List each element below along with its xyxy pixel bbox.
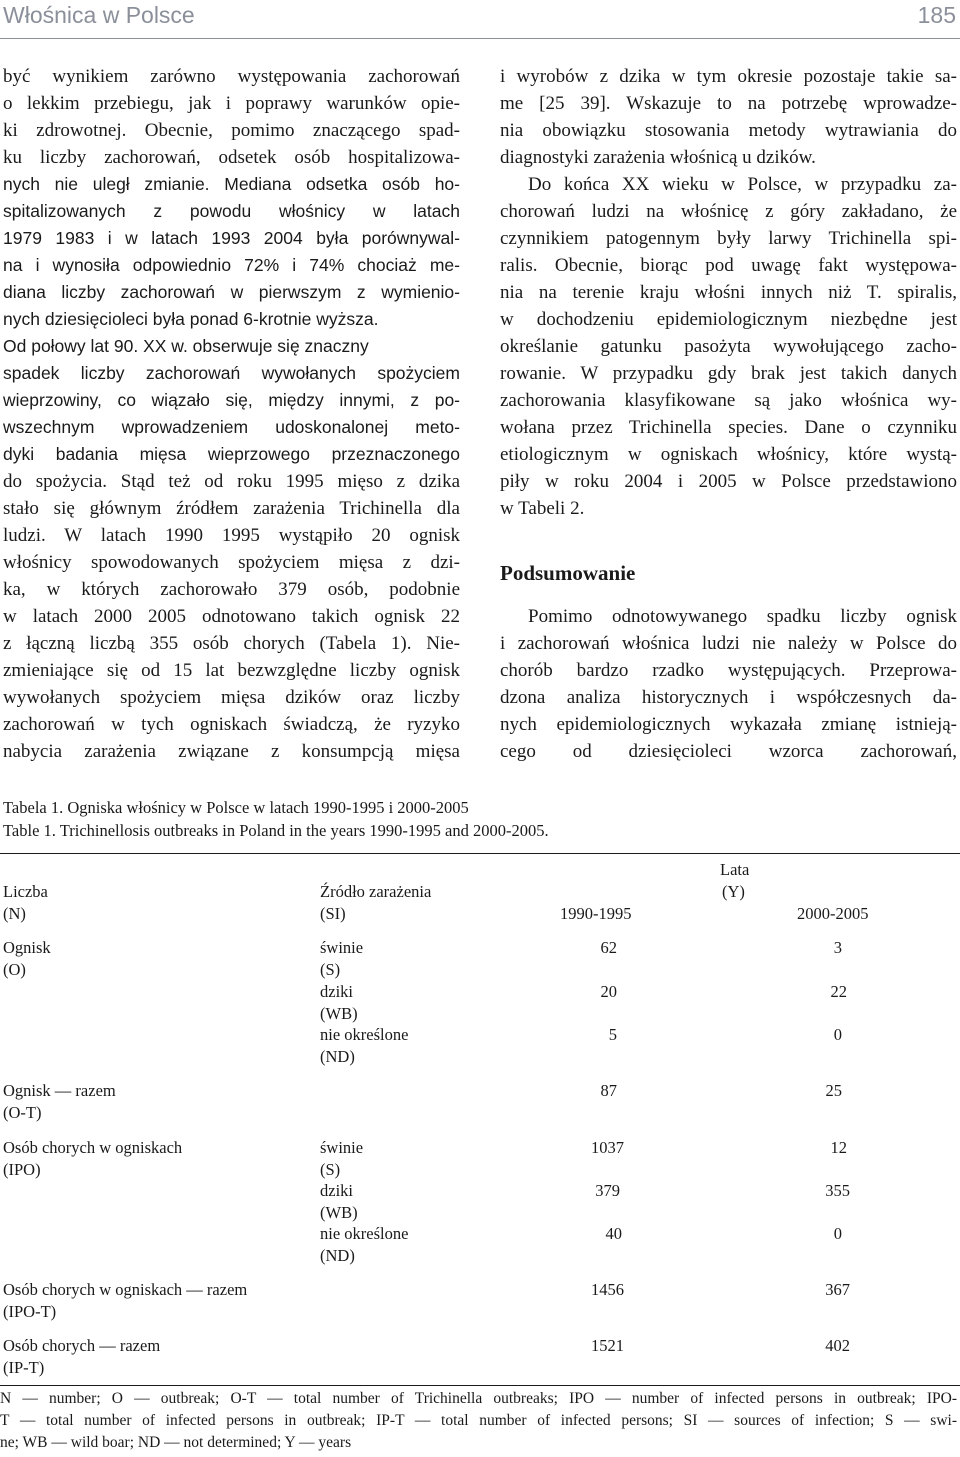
footnote-line: ne; WB — wild boar; ND — not determined; Y — years [0, 1434, 352, 1451]
text-line: i zachorowań włośnica ludzi nie należy w Polsce do [500, 633, 957, 654]
text-line: spadek liczby zachorowań wywołanych spożyciem [3, 363, 460, 383]
left-text-column [3, 63, 460, 765]
text-line: być wynikiem zarówno występowania zachorowań [3, 66, 460, 87]
text-line: nia na terenie kraju włośni innych niż T. spiralis, [500, 282, 957, 303]
value-2000-2005: 3 [833, 938, 842, 957]
source-label: nie określone [320, 1025, 409, 1044]
text-line: w dochodzeniu epidemiologicznym niezbędne jest [500, 309, 957, 330]
text-line: czynnikiem patogennym były larwy Trichinella spi- [500, 228, 957, 249]
header-year-2000-2005: 2000-2005 [797, 904, 869, 923]
source-code: (ND) [320, 1246, 355, 1265]
header-count-code: (N) [3, 904, 26, 923]
text-line: ralis. Obecnie, biorąc pod uwagę fakt występowa- [500, 255, 957, 276]
text-line: z łączną liczbą 355 osób chorych (Tabela 1). Nie- [3, 633, 460, 654]
text-line: nych dziesięcioleci była ponad 6-krotnie wyższa. [3, 309, 379, 329]
value-1990-1995: 20 [600, 982, 617, 1001]
text-line: wołana przez Trichinella species. Dane o czynniku [500, 417, 957, 438]
value-2000-2005: 402 [825, 1336, 850, 1355]
header-year-1990-1995: 1990-1995 [560, 904, 632, 923]
text-line: ku liczby zachorowań, odsetek osób hospitalizowa- [3, 147, 460, 168]
text-line: nych epidemiologicznych wykazała zmianę istnieją- [500, 714, 957, 735]
value-1990-1995: 1037 [591, 1138, 624, 1157]
value-1990-1995: 5 [608, 1025, 617, 1044]
table-bottom-rule [0, 1385, 960, 1386]
header-count: Liczba [3, 882, 48, 901]
table-footnote [0, 1388, 957, 1454]
text-line: wywołanych spożyciem mięsa dzików oraz liczby [3, 687, 460, 708]
text-line: piły w roku 2004 i 2005 w Polsce przedstawiono [500, 471, 957, 492]
text-line: i wyrobów z dzika w tym okresie pozostaje takie sa- [500, 66, 957, 87]
source-label: nie określone [320, 1224, 409, 1243]
row-label: Osób chorych w ogniskach — razem [3, 1280, 248, 1299]
text-line: chorób bardzo rzadko występujących. Przeprowa- [500, 660, 957, 681]
text-line: nia obowiązku stosowania metody wytrawiania do [500, 120, 957, 141]
table-caption-en: Table 1. Trichinellosis outbreaks in Poland in the years 1990-1995 and 2000-2005. [3, 821, 549, 840]
source-label: dziki [320, 982, 353, 1001]
source-code: (ND) [320, 1047, 355, 1066]
source-label: świnie [320, 1138, 364, 1157]
text-line: rowanie. W przypadku gdy brak jest takich danych [500, 363, 957, 384]
source-code: (S) [320, 960, 341, 979]
row-code: (O-T) [3, 1103, 42, 1122]
table-caption [3, 796, 549, 842]
header-source: Źródło zarażenia [320, 882, 432, 901]
header-years: Lata [720, 860, 750, 879]
text-line: zmieniające się od 15 lat bezwzględne liczby ognisk [3, 660, 460, 681]
text-line: w Tabeli 2. [500, 498, 585, 519]
text-line: do spożycia. Stąd też od roku 1995 mięso z dzika [3, 471, 460, 492]
text-line: chorowań ludzi na włośnicę z góry zakładano, że [500, 201, 957, 222]
value-1990-1995: 40 [605, 1224, 622, 1243]
row-label: Ognisk [3, 938, 51, 957]
value-2000-2005: 0 [833, 1025, 842, 1044]
value-2000-2005: 367 [825, 1280, 850, 1299]
text-line: Od połowy lat 90. XX w. obserwuje się znaczny [3, 336, 369, 356]
value-2000-2005: 355 [825, 1181, 850, 1200]
header-years-code: (Y) [722, 882, 745, 901]
text-line: wieprzowiny, co wiązało się, między innymi, z po- [3, 390, 460, 410]
header-source-code: (SI) [320, 904, 346, 923]
value-2000-2005: 0 [833, 1224, 842, 1243]
text-line: dzona analiza historycznych i współczesnych da- [500, 687, 957, 708]
value-2000-2005: 12 [830, 1138, 847, 1157]
text-line: diagnostyki zarażenia włośnicą u dzików. [500, 147, 816, 168]
value-1990-1995: 87 [600, 1081, 617, 1100]
section-heading: Podsumowanie [500, 561, 636, 585]
right-text-column [500, 63, 957, 765]
source-code: (WB) [320, 1004, 358, 1023]
row-label: Osób chorych — razem [3, 1336, 161, 1355]
running-title: Włośnica w Polsce [3, 2, 195, 28]
text-line: ka, w których zachorowało 379 osób, podobnie [3, 579, 460, 600]
value-1990-1995: 379 [595, 1181, 620, 1200]
row-label: Ognisk — razem [3, 1081, 116, 1100]
source-code: (WB) [320, 1203, 358, 1222]
row-label: Osób chorych w ogniskach [3, 1138, 183, 1157]
source-code: (S) [320, 1160, 341, 1179]
row-code: (IPO) [3, 1160, 41, 1179]
text-line: Do końca XX wieku w Polsce, w przypadku za- [528, 174, 957, 195]
text-line: diana liczby zachorowań w pierwszym z wymienio- [3, 282, 460, 302]
text-line: ludzi. W latach 1990 1995 wystąpiło 20 ognisk [3, 525, 460, 546]
text-line: cego od dziesięcioleci wzorca zachorowań, [500, 741, 957, 762]
text-line: etiologicznym w ogniskach włośnicy, które wystą- [500, 444, 957, 465]
footnote-line: T — total number of infected persons in outbreak; IP-T — total number of infected persons; SI — sources of infection; S — swi- [0, 1412, 957, 1429]
text-line: stało się głównym źródłem zarażenia Trichinella dla [3, 498, 460, 519]
text-line: me [25 39]. Wskazuje to na potrzebę wprowadze- [500, 93, 957, 114]
running-header [0, 0, 960, 39]
source-label: świnie [320, 938, 364, 957]
value-2000-2005: 25 [825, 1081, 842, 1100]
text-line: włośnicy spowodowanych spożyciem mięsa z dzi- [3, 552, 460, 573]
text-line: o lekkim przebiegu, jak i poprawy warunków opie- [3, 93, 460, 114]
footnote-line: N — number; O — outbreak; O-T — total number of Trichinella outbreaks; IPO — number of infected persons in outbreak; IPO- [0, 1390, 957, 1407]
value-1990-1995: 1521 [591, 1336, 624, 1355]
row-code: (O) [3, 960, 26, 979]
text-line: nych nie uległ zmianie. Mediana odsetka osób ho- [3, 174, 460, 194]
page-number: 185 [917, 2, 956, 28]
source-label: dziki [320, 1181, 353, 1200]
text-line: na i wynosiła odpowiednio 72% i 74% chociaż me- [3, 255, 460, 275]
text-line: Pomimo odnotowywanego spadku liczby ognisk [528, 606, 957, 627]
value-1990-1995: 62 [600, 938, 617, 957]
row-code: (IPO-T) [3, 1302, 57, 1321]
text-line: nabycia zarażenia związane z konsumpcją mięsa [3, 741, 460, 762]
text-line: w latach 2000 2005 odnotowano takich ognisk 22 [3, 606, 460, 627]
text-line: zachorowania klasyfikowane są jako włośnica wy- [500, 390, 957, 411]
table-top-rule [0, 853, 960, 854]
value-2000-2005: 22 [830, 982, 847, 1001]
text-line: wszechnym wprowadzeniem udoskonalonej meto- [3, 417, 460, 437]
text-line: 1979 1983 i w latach 1993 2004 była porównywal- [3, 228, 460, 248]
text-line: dyki badania mięsa wieprzowego przeznaczonego [3, 444, 460, 464]
text-line: zachorowań w tych ogniskach świadczą, że ryzyko [3, 714, 460, 735]
text-line: określanie gatunku pasożyta wywołującego zacho- [500, 336, 957, 357]
text-line: spitalizowanych z powodu włośnicy w latach [3, 201, 460, 221]
value-1990-1995: 1456 [591, 1280, 624, 1299]
table-caption-pl: Tabela 1. Ogniska włośnicy w Polsce w latach 1990-1995 i 2000-2005 [3, 798, 469, 817]
row-code: (IP-T) [3, 1358, 45, 1377]
text-line: ki zdrowotnej. Obecnie, pomimo znaczącego spad- [3, 120, 460, 141]
